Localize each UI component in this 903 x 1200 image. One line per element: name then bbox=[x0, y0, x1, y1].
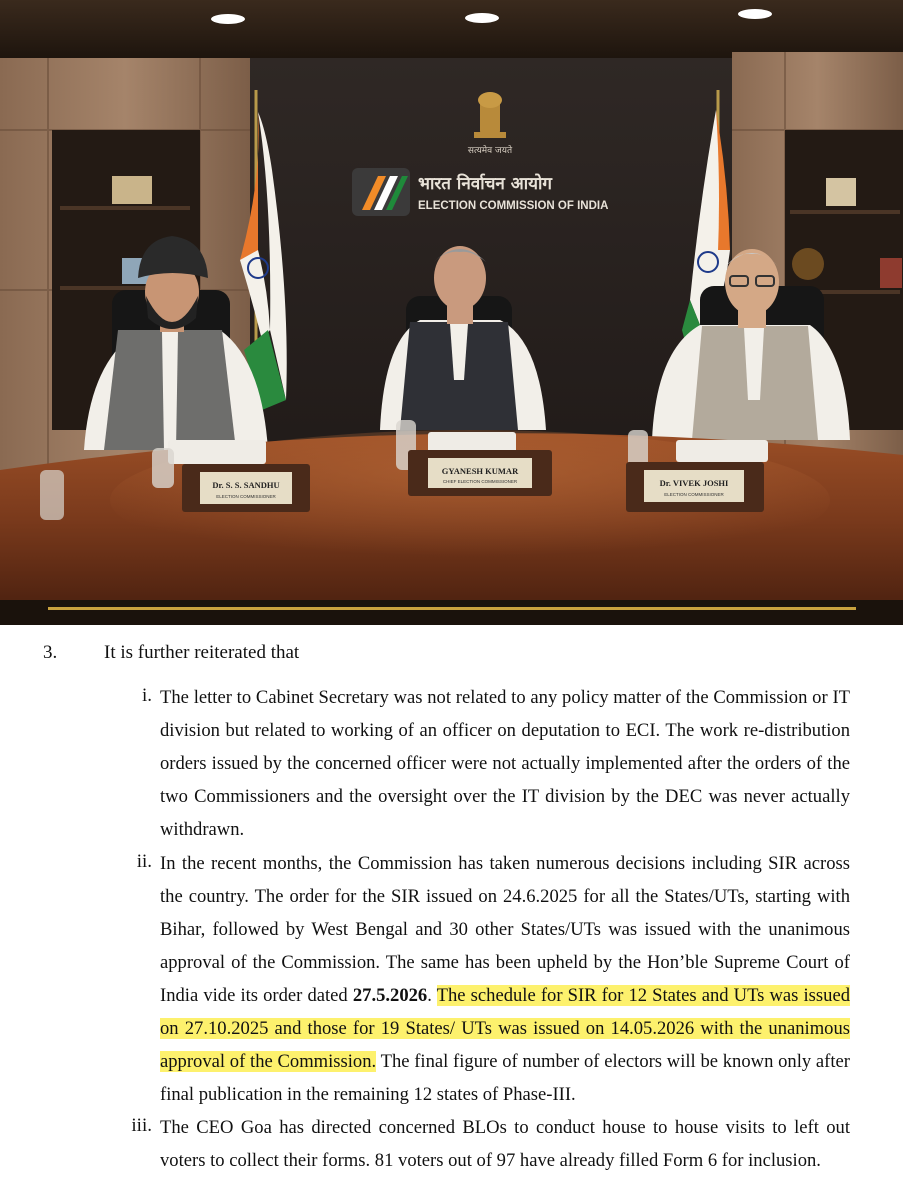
ceiling-light bbox=[738, 9, 772, 19]
org-name-hindi: भारत निर्वाचन आयोग bbox=[418, 174, 552, 194]
list-item-number: i. bbox=[141, 685, 152, 706]
nameplate-right-name: Dr. VIVEK JOSHI bbox=[659, 478, 729, 488]
gold-divider-line bbox=[48, 607, 856, 610]
list-item-text: The CEO Goa has directed concerned BLOs to conduct house to house visits to left out voters to collect their forms. 81 voters out of 97 have already filled Form 6 for inclusion. bbox=[160, 1117, 850, 1171]
list-item-number: ii. bbox=[136, 851, 152, 872]
highlighted-text: The schedule for SIR for 12 States and UTs was issued on 27.10.2025 and those for 19 States/ UTs was issued on 14.05.2026 with the unanimous approval of the Commission. bbox=[160, 985, 851, 1072]
emblem-motto: सत्यमेव जयते bbox=[467, 146, 513, 156]
ceiling-light bbox=[211, 14, 245, 24]
nameplate-right-title: ELECTION COMMISSIONER bbox=[664, 492, 724, 497]
nameplate-left-title: ELECTION COMMISSIONER bbox=[216, 494, 276, 499]
list-item-text bbox=[160, 847, 850, 1111]
item-text-segment: The final figure of number of electors will be known only after final publication in the remaining 12 states of Phase-III. bbox=[160, 1051, 850, 1105]
nameplate-left bbox=[182, 464, 310, 512]
paragraph-number: 3. bbox=[43, 642, 58, 663]
item-text-segment: . bbox=[427, 985, 437, 1006]
nameplate-left-name: Dr. S. S. SANDHU bbox=[212, 480, 280, 490]
nameplate-right bbox=[626, 462, 764, 512]
nameplate-center-name: GYANESH KUMAR bbox=[441, 466, 519, 476]
nameplate-center bbox=[408, 450, 552, 496]
list-item-text: The letter to Cabinet Secretary was not related to any policy matter of the Commission or IT division but related to working of an officer on deputation to ECI. The work re-distribution orders issued by the concerned officer were not actually implemented after the orders of the two Commissioners and the oversight over the IT division by the DEC was never actually withdrawn. bbox=[160, 687, 850, 840]
list-item-number: iii. bbox=[131, 1115, 152, 1136]
org-name-english: ELECTION COMMISSION OF INDIA bbox=[418, 200, 609, 212]
ceiling-light bbox=[465, 13, 499, 23]
document-body bbox=[0, 625, 903, 1200]
paragraph-intro: It is further reiterated that bbox=[104, 642, 300, 663]
nameplate-center-title: CHIEF ELECTION COMMISSIONER bbox=[442, 479, 518, 484]
ceiling bbox=[0, 0, 903, 60]
bold-date: 27.5.2026 bbox=[352, 985, 428, 1006]
item-text-segment: In the recent months, the Commission has taken numerous decisions including SIR across the country. The order for the SIR issued on 24.6.2025 for all the States/UTs, starting with Bihar, followed by West Bengal and 30 other States/UTs was issued with the unanimous approval of the Commission. The same has been upheld by the Hon’ble Supreme Court of India vide its order dated bbox=[160, 853, 850, 1006]
eci-logo-icon bbox=[352, 168, 410, 216]
